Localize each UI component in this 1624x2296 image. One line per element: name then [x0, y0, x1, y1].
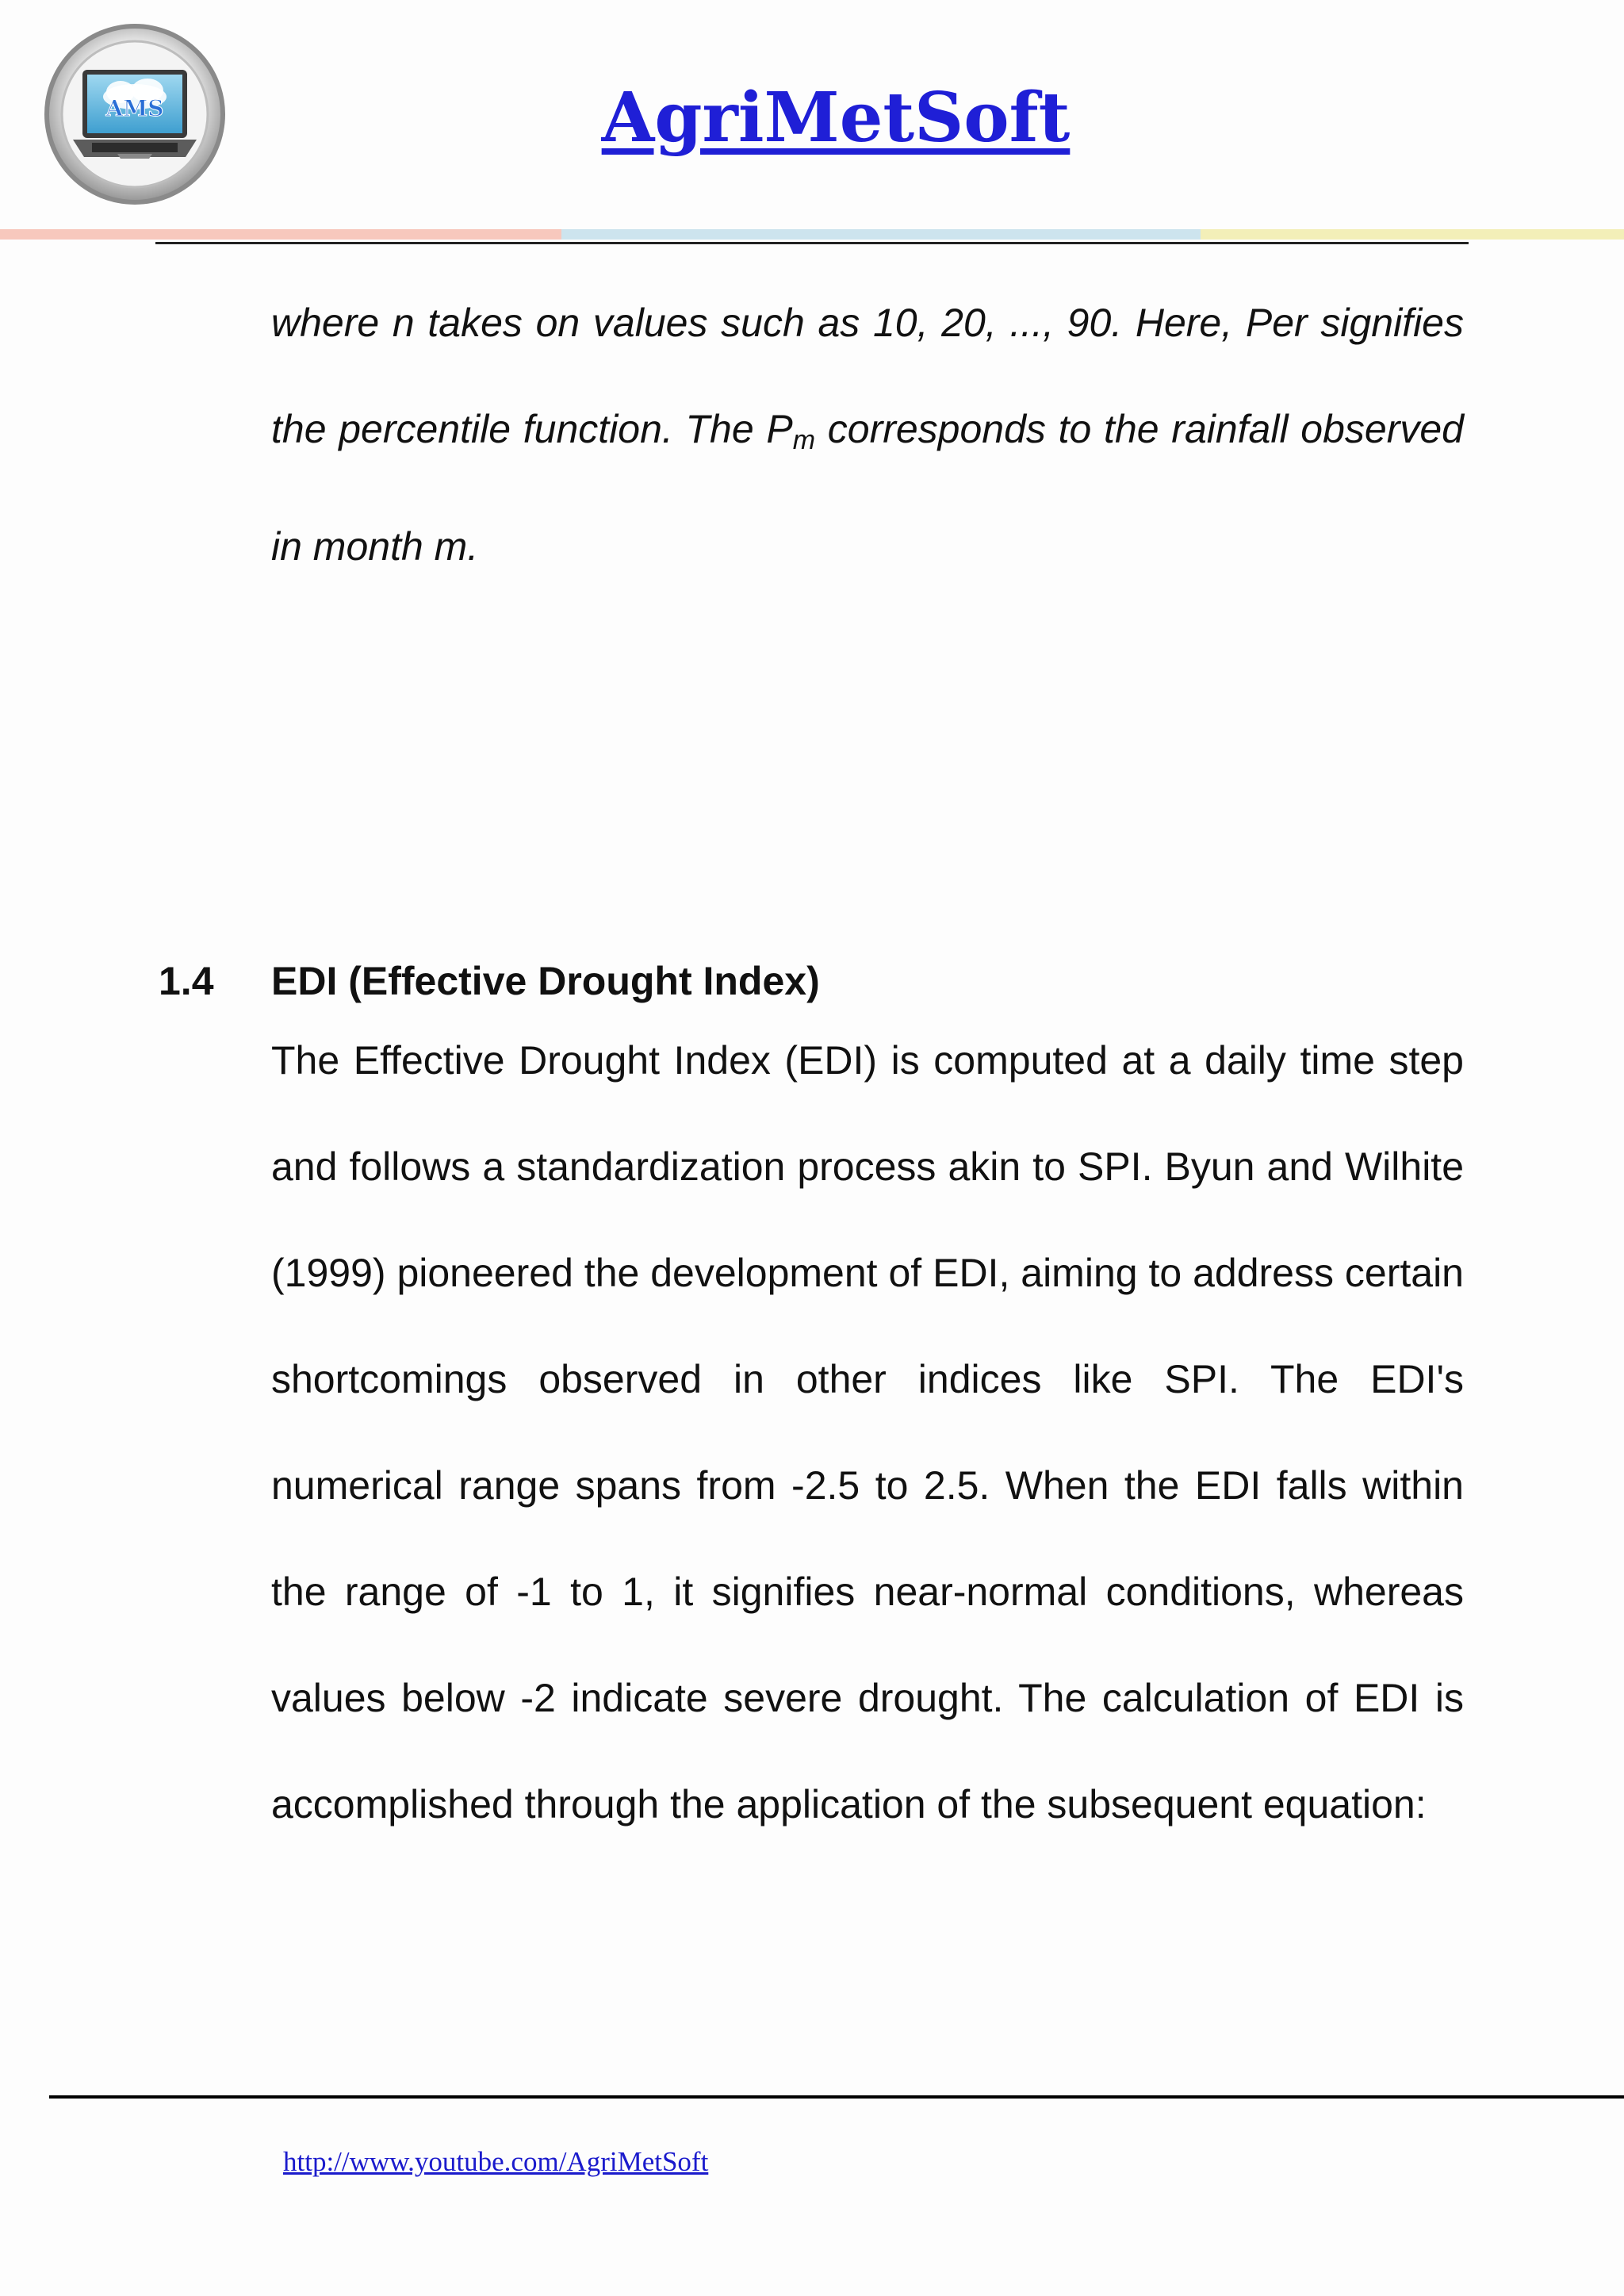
edi-paragraph: The Effective Drought Index (EDI) is computed at a daily time step and follows a standardization process akin to SPI. Byun and Wilhite (1999) pioneered the development of EDI, aiming to address certain shortcomings observed in other indices like SPI. The EDI's numerical range spans from -2.5 to 2.5. When the EDI falls within the range of -1 to 1, it signifies near-normal conditions, whereas values below -2 indicate severe drought. The calculation of EDI is accomplished through the application of the subsequent equation:: [271, 1038, 1464, 1826]
footer-youtube-link[interactable]: http://www.youtube.com/AgriMetSoft: [283, 2146, 709, 2177]
intro-text-part-2: corresponds to the rainfall observed in month m.: [271, 407, 1464, 569]
brand-title-link[interactable]: AgriMetSoft: [601, 78, 1071, 158]
logo-text: AMS: [105, 95, 164, 121]
intro-subscript: m: [792, 425, 816, 455]
section-title: EDI (Effective Drought Index): [271, 959, 820, 1003]
footer-divider: [49, 2095, 1624, 2099]
intro-paragraph: [271, 270, 1464, 600]
section-number: 1.4: [159, 959, 214, 1003]
header-strip-yellow: [1201, 229, 1624, 240]
header-strip-pink: [0, 229, 561, 240]
header-divider: [155, 242, 1469, 244]
intro-text-part-1: where n takes on values such as 10, 20, ..., 90. Here, Per signifies the percentile function. The P: [271, 301, 1464, 451]
header-strip-blue: [561, 229, 1201, 240]
